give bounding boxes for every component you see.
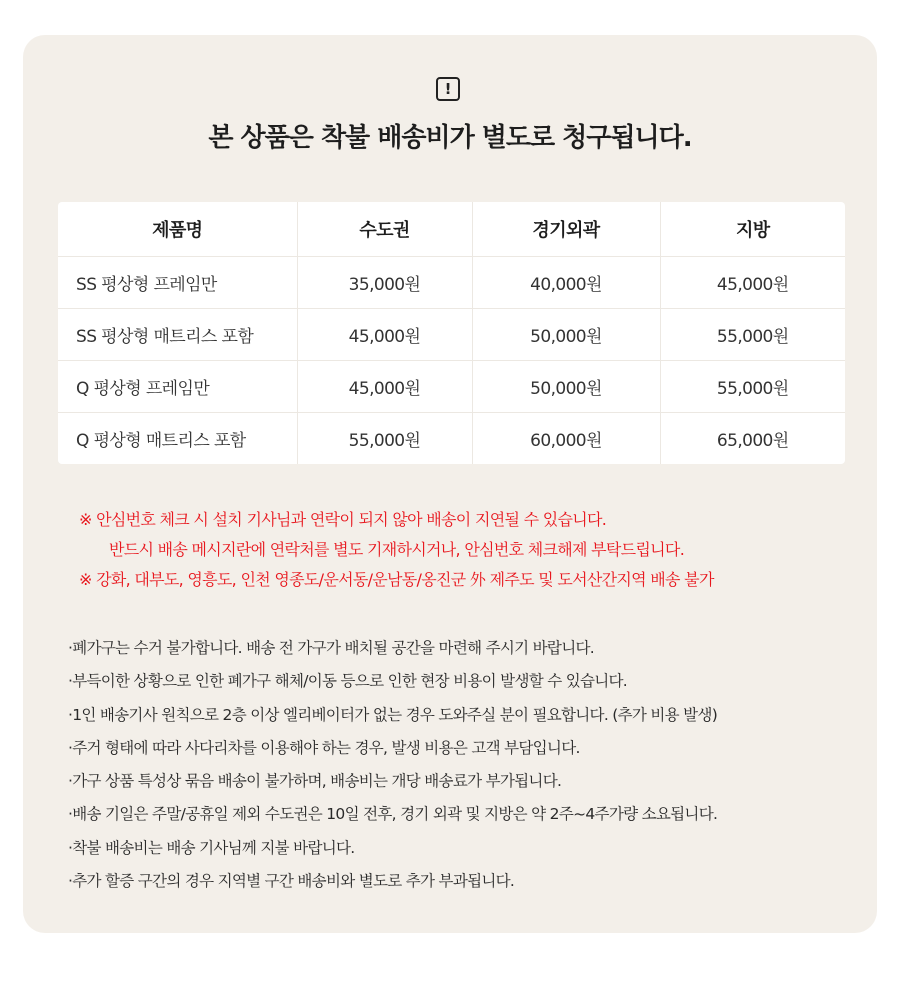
list-item: ·부득이한 상황으로 인한 폐가구 해체/이동 등으로 인한 현장 비용이 발생할 수 있습니다. (68, 672, 628, 691)
table-row (58, 257, 845, 309)
product-name-cell: Q 평상형 매트리스 포함 (76, 431, 246, 451)
list-item: ·폐가구는 수거 불가합니다. 배송 전 가구가 배치될 공간을 마련해 주시기 바랍니다. (68, 639, 594, 657)
list-item: ·추가 할증 구간의 경우 지역별 구간 배송비와 별도로 추가 부과됩니다. (68, 872, 515, 891)
product-name-cell: SS 평상형 매트리스 포함 (58, 309, 297, 361)
page-title: 본 상품은 착불 배송비가 별도로 청구됩니다. (208, 123, 692, 153)
table-header-row (58, 202, 845, 257)
warning-line: ※ 안심번호 체크 시 설치 기사님과 연락이 되지 않아 배송이 지연될 수 있습니다. (79, 510, 607, 529)
shipping-notice-panel (23, 35, 877, 933)
warning-notes (79, 505, 869, 595)
exclamation-icon (436, 77, 460, 101)
price-cell: 40,000원 (472, 257, 660, 309)
table-row (58, 413, 845, 465)
delivery-notes-list (68, 632, 858, 898)
header-gyeonggi-outskirts: 경기외곽 (472, 202, 660, 257)
product-name-cell: Q 평상형 프레임만 (58, 361, 297, 413)
price-cell: 55,000원 (660, 309, 845, 361)
price-cell: 65,000원 (660, 413, 845, 465)
price-cell: 45,000원 (297, 309, 472, 361)
list-item: ·배송 기일은 주말/공휴일 제외 수도권은 10일 전후, 경기 외곽 및 지방은 약 2주~4주가량 소요됩니다. (68, 805, 718, 824)
warning-line: ※ 강화, 대부도, 영흥도, 인천 영종도/운서동/운남동/옹진군 外 제주도 및 도서산간지역 배송 불가 (79, 570, 714, 589)
product-name-cell: SS 평상형 프레임만 (58, 257, 297, 309)
list-item: ·주거 형태에 따라 사다리차를 이용해야 하는 경우, 발생 비용은 고객 부담입니다. (68, 738, 580, 757)
list-item: ·가구 상품 특성상 묶음 배송이 불가하며, 배송비는 개당 배송료가 부가됩니다. (68, 772, 562, 791)
warning-line: 반드시 배송 메시지란에 연락처를 별도 기재하시거나, 안심번호 체크해제 부탁드립니다. (109, 540, 685, 559)
header-product-name: 제품명 (58, 202, 297, 257)
list-item: ·착불 배송비는 배송 기사님께 지불 바랍니다. (68, 838, 355, 857)
price-cell: 60,000원 (472, 413, 660, 465)
table-row (58, 309, 845, 361)
price-cell: 45,000원 (660, 257, 845, 309)
shipping-fee-table (58, 202, 845, 464)
price-cell: 50,000원 (472, 361, 660, 413)
shipping-fee-table-grid (58, 202, 845, 464)
price-cell: 35,000원 (297, 257, 472, 309)
price-cell: 55,000원 (297, 413, 472, 465)
price-cell: 55,000원 (660, 361, 845, 413)
header-provinces: 지방 (660, 202, 845, 257)
header-capital-area: 수도권 (297, 202, 472, 257)
price-cell: 50,000원 (472, 309, 660, 361)
price-cell: 45,000원 (297, 361, 472, 413)
list-item: ·1인 배송기사 원칙으로 2층 이상 엘리베이터가 없는 경우 도와주실 분이 필요합니다. (추가 비용 발생) (68, 705, 718, 724)
table-row (58, 361, 845, 413)
exclamation-glyph: ! (444, 79, 452, 98)
